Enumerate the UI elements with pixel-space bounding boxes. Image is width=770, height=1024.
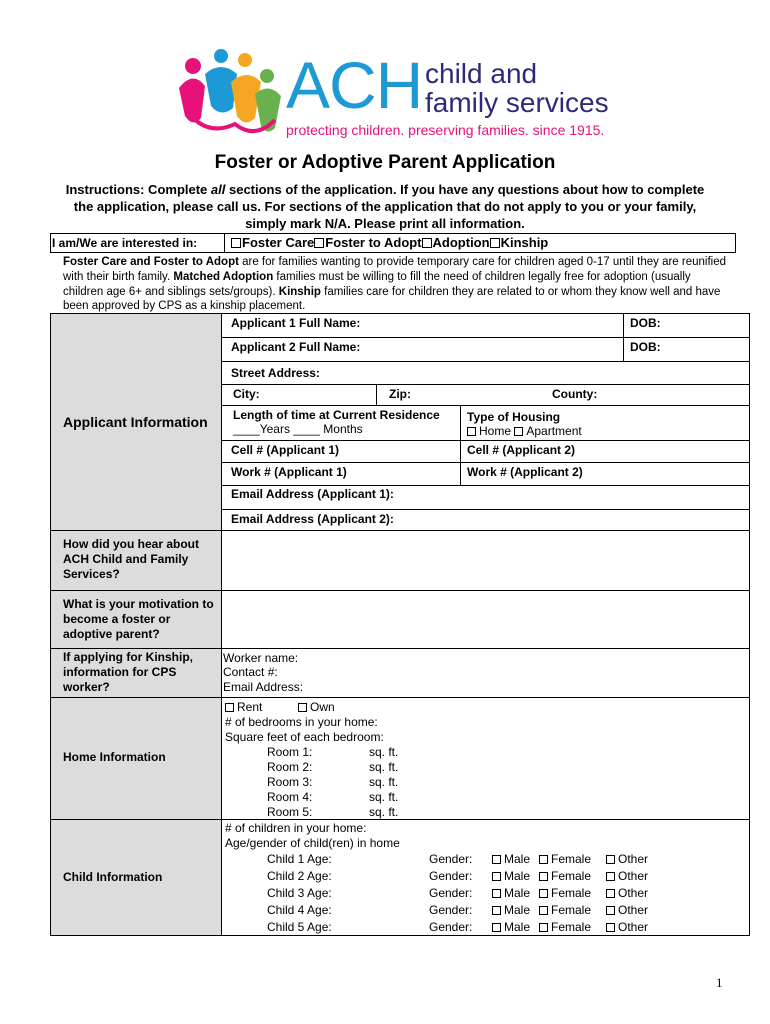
female-checkbox[interactable] xyxy=(539,872,548,881)
child-4-male-option: Male xyxy=(492,903,530,917)
room-1-label: Room 1: xyxy=(267,745,313,759)
rent-option: Rent xyxy=(225,700,262,714)
children-count-field[interactable]: # of children in your home: xyxy=(225,821,367,835)
length-residence-field[interactable]: ____Years ____ Months xyxy=(233,422,363,436)
instructions: Instructions: Complete all sections of the application. If you have any questions about how to complete the application, please call us. For sections of the application that do not apply to you or your family, simply mark N/A. Please print all information. xyxy=(65,182,705,231)
room-3-label: Room 3: xyxy=(267,775,313,789)
room-4-label: Room 4: xyxy=(267,790,313,804)
work-applicant-2-field[interactable]: Work # (Applicant 2) xyxy=(467,465,583,479)
child-1-gender-label: Gender: xyxy=(429,852,473,866)
foster-care-checkbox[interactable] xyxy=(231,238,241,248)
foster-to-adopt-checkbox[interactable] xyxy=(314,238,324,248)
logo-line-2: family services xyxy=(425,87,609,118)
page-number: 1 xyxy=(716,975,723,990)
program-description: Foster Care and Foster to Adopt are for families wanting to provide temporary care for children aged 0-17 until they are reunified with their birth family. Matched Adoption families must be willing to fill the need of children legally free for adoption (usually children age 6+ and siblings sets/groups). Kinship families care for children they are related to or whom they know well and have been approved by CPS as a kinship placement. xyxy=(63,256,727,313)
child-5-female-option: Female xyxy=(539,920,591,934)
other-checkbox[interactable] xyxy=(606,872,615,881)
male-checkbox[interactable] xyxy=(492,855,501,864)
county-field[interactable]: County: xyxy=(552,387,598,401)
cps-email-field[interactable]: Email Address: xyxy=(223,680,304,694)
instructions-emphasis: all xyxy=(210,182,226,197)
child-3-age-field[interactable]: Child 3 Age: xyxy=(267,886,332,900)
applicant-info-label: Applicant Information xyxy=(63,414,208,430)
child-3-other-option: Other xyxy=(606,886,648,900)
child-1-other-option: Other xyxy=(606,852,648,866)
child-2-female-option: Female xyxy=(539,869,591,883)
male-checkbox[interactable] xyxy=(492,923,501,932)
child-5-gender-label: Gender: xyxy=(429,920,473,934)
male-checkbox[interactable] xyxy=(492,889,501,898)
interest-options xyxy=(231,235,548,250)
hear-about-label: How did you hear about ACH Child and Family Services? xyxy=(63,537,200,581)
housing-type-label: Type of Housing xyxy=(467,410,561,424)
cell-applicant-1-field[interactable]: Cell # (Applicant 1) xyxy=(231,443,340,457)
cell-applicant-2-field[interactable]: Cell # (Applicant 2) xyxy=(467,443,576,457)
child-2-gender-label: Gender: xyxy=(429,869,473,883)
room-2-unit: sq. ft. xyxy=(369,760,399,774)
other-checkbox[interactable] xyxy=(606,889,615,898)
adoption-checkbox[interactable] xyxy=(422,238,432,248)
female-checkbox[interactable] xyxy=(539,855,548,864)
female-checkbox[interactable] xyxy=(539,906,548,915)
apartment-checkbox[interactable] xyxy=(514,427,523,436)
email-applicant-2-field[interactable]: Email Address (Applicant 2): xyxy=(231,512,394,526)
age-gender-label: Age/gender of child(ren) in home xyxy=(225,836,400,850)
male-checkbox[interactable] xyxy=(492,906,501,915)
child-5-other-option: Other xyxy=(606,920,648,934)
applicant-1-name-field[interactable]: Applicant 1 Full Name: xyxy=(231,316,361,330)
room-5-label: Room 5: xyxy=(267,805,313,819)
bedrooms-field[interactable]: # of bedrooms in your home: xyxy=(225,715,378,729)
other-checkbox[interactable] xyxy=(606,906,615,915)
applicant-2-dob-field[interactable]: DOB: xyxy=(630,340,661,354)
room-3-unit: sq. ft. xyxy=(369,775,399,789)
zip-field[interactable]: Zip: xyxy=(389,387,411,401)
child-1-male-option: Male xyxy=(492,852,530,866)
hear-about-field[interactable] xyxy=(222,531,749,589)
child-5-male-option: Male xyxy=(492,920,530,934)
child-1-female-option: Female xyxy=(539,852,591,866)
child-4-other-option: Other xyxy=(606,903,648,917)
interest-divider xyxy=(224,233,225,253)
child-5-age-field[interactable]: Child 5 Age: xyxy=(267,920,332,934)
child-3-female-option: Female xyxy=(539,886,591,900)
cps-contact-field[interactable]: Contact #: xyxy=(223,665,278,679)
housing-type-options: Home Apartment xyxy=(467,424,582,438)
other-checkbox[interactable] xyxy=(606,855,615,864)
child-2-other-option: Other xyxy=(606,869,648,883)
applicant-1-dob-field[interactable]: DOB: xyxy=(630,316,661,330)
interest-label: I am/We are interested in: xyxy=(52,236,198,250)
motivation-label: What is your motivation to become a foster or adoptive parent? xyxy=(63,597,214,641)
own-option: Own xyxy=(298,700,335,714)
applicant-2-name-field[interactable]: Applicant 2 Full Name: xyxy=(231,340,361,354)
cps-worker-name-field[interactable]: Worker name: xyxy=(223,651,299,665)
room-5-unit: sq. ft. xyxy=(369,805,399,819)
length-residence-label: Length of time at Current Residence xyxy=(233,408,440,422)
own-checkbox[interactable] xyxy=(298,703,307,712)
option-foster-care: Foster Care xyxy=(242,235,315,250)
option-adoption: Adoption xyxy=(432,235,490,250)
child-3-gender-label: Gender: xyxy=(429,886,473,900)
logo-line-1: child and xyxy=(425,58,538,89)
female-checkbox[interactable] xyxy=(539,923,548,932)
child-3-male-option: Male xyxy=(492,886,530,900)
work-applicant-1-field[interactable]: Work # (Applicant 1) xyxy=(231,465,347,479)
room-2-label: Room 2: xyxy=(267,760,313,774)
kinship-label: If applying for Kinship, information for CPS worker? xyxy=(63,650,193,694)
logo-brand: ACH xyxy=(286,48,423,122)
option-foster-to-adopt: Foster to Adopt xyxy=(325,235,422,250)
kinship-checkbox[interactable] xyxy=(490,238,500,248)
female-checkbox[interactable] xyxy=(539,889,548,898)
child-4-age-field[interactable]: Child 4 Age: xyxy=(267,903,332,917)
child-4-female-option: Female xyxy=(539,903,591,917)
motivation-field[interactable] xyxy=(222,591,749,647)
home-checkbox[interactable] xyxy=(467,427,476,436)
room-1-unit: sq. ft. xyxy=(369,745,399,759)
sqft-label: Square feet of each bedroom: xyxy=(225,730,384,744)
logo-figures xyxy=(175,48,285,140)
option-kinship: Kinship xyxy=(500,235,549,250)
male-checkbox[interactable] xyxy=(492,872,501,881)
room-4-unit: sq. ft. xyxy=(369,790,399,804)
child-4-gender-label: Gender: xyxy=(429,903,473,917)
page-title: Foster or Adoptive Parent Application xyxy=(214,152,556,173)
home-info-label: Home Information xyxy=(63,750,166,764)
email-applicant-1-field[interactable]: Email Address (Applicant 1): xyxy=(231,487,394,501)
city-field[interactable]: City: xyxy=(233,387,260,401)
child-2-age-field[interactable]: Child 2 Age: xyxy=(267,869,332,883)
child-info-label: Child Information xyxy=(63,870,163,884)
logo-tagline: protecting children. preserving families. since 1915. xyxy=(286,122,605,138)
child-1-age-field[interactable]: Child 1 Age: xyxy=(267,852,332,866)
child-2-male-option: Male xyxy=(492,869,530,883)
other-checkbox[interactable] xyxy=(606,923,615,932)
rent-checkbox[interactable] xyxy=(225,703,234,712)
street-address-field[interactable]: Street Address: xyxy=(231,366,320,380)
